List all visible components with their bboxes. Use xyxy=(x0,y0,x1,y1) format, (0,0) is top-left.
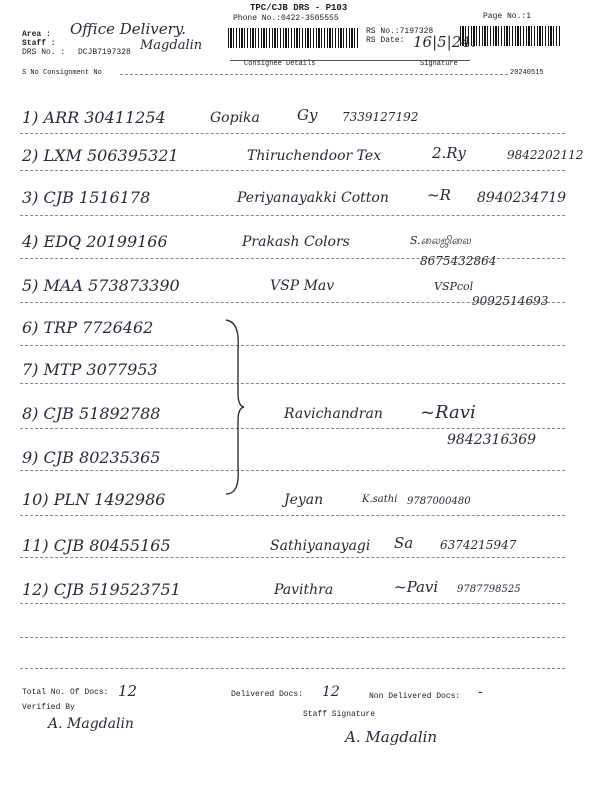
rs-number: RS No.:7197328 xyxy=(366,27,434,36)
consignee-phone: 6374215947 xyxy=(440,538,517,552)
consignee-signature: ~Pavi xyxy=(394,578,439,596)
list-item xyxy=(22,108,582,134)
consignee-signature: 2.Ry xyxy=(432,144,466,162)
non-delivered-docs-value: - xyxy=(478,684,483,700)
consignee-name: Sathiyanayagi xyxy=(270,538,371,554)
list-item xyxy=(22,448,582,474)
list-item xyxy=(22,490,582,516)
consignee-signature: VSPcol xyxy=(434,280,474,293)
consignee-signature: K.sathi xyxy=(362,494,398,505)
list-item xyxy=(22,402,582,448)
area-label: Area : xyxy=(22,30,51,39)
grouping-brace xyxy=(222,318,246,496)
barcode-left xyxy=(228,28,358,48)
verified-by-label: Verified By xyxy=(22,703,75,712)
consignment-number: 11) CJB 80455165 xyxy=(22,536,171,555)
list-item xyxy=(22,188,582,214)
consignment-number: 5) MAA 573873390 xyxy=(22,276,180,295)
consignment-number: 12) CJB 519523751 xyxy=(22,580,181,599)
staff-signature: A. Magdalin xyxy=(345,728,438,746)
consignment-number: 8) CJB 51892788 xyxy=(22,404,161,423)
consignee-name: VSP Mav xyxy=(270,278,335,294)
non-delivered-docs-label: Non Delivered Docs: xyxy=(369,692,461,701)
row-divider xyxy=(20,668,565,669)
list-item xyxy=(22,360,582,386)
list-item xyxy=(22,146,582,172)
consignee-phone: 8675432864 xyxy=(420,254,497,268)
consignee-phone: 9842202112 xyxy=(507,148,584,162)
consignment-number: 7) MTP 3077953 xyxy=(22,360,158,379)
row-divider xyxy=(20,345,565,346)
reference-date: 20240515 xyxy=(510,69,544,77)
consignee-name: Pavithra xyxy=(274,582,334,598)
consignment-number: 10) PLN 1492986 xyxy=(22,490,166,509)
delivered-docs-value: 12 xyxy=(322,684,340,700)
drs-label: DRS No. : xyxy=(22,48,66,57)
area-value: Office Delivery. xyxy=(70,20,187,38)
list-item xyxy=(22,580,582,606)
phone-number: Phone No.:0422-3505555 xyxy=(233,14,339,23)
consignee-signature: ~Ravi xyxy=(420,402,476,423)
consignee-name: Ravichandran xyxy=(284,406,383,422)
staff-label: Staff : xyxy=(22,39,56,48)
document-title: TPC/CJB DRS - P103 xyxy=(250,3,348,13)
total-docs-value: 12 xyxy=(118,682,138,700)
consignee-phone: 9787798525 xyxy=(457,584,521,595)
signature-header: Signature xyxy=(420,60,458,68)
list-item xyxy=(22,318,582,344)
consignee-name: Jeyan xyxy=(284,492,324,508)
list-item xyxy=(22,276,582,308)
row-divider xyxy=(20,215,565,216)
consignee-phone: 7339127192 xyxy=(342,110,419,124)
consignee-name: Periyanayakki Cotton xyxy=(237,190,389,206)
consignee-signature: Sa xyxy=(394,534,414,552)
consignee-name: Prakash Colors xyxy=(242,234,350,250)
consignee-signature: Gy xyxy=(297,106,318,124)
consignment-number: 3) CJB 1516178 xyxy=(22,188,151,207)
consignee-name: Gopika xyxy=(210,110,260,126)
consignment-number: 9) CJB 80235365 xyxy=(22,448,161,467)
consignee-signature: S.லைஜிலை xyxy=(410,234,471,247)
column-headers: S No Consignment No xyxy=(22,69,102,77)
consignment-number: 6) TRP 7726462 xyxy=(22,318,154,337)
staff-handwritten: Magdalin xyxy=(140,38,203,53)
staff-signature-label: Staff Signature xyxy=(303,710,376,719)
consignee-signature: ~R xyxy=(427,186,451,204)
total-docs-label: Total No. Of Docs: xyxy=(22,688,109,697)
consignment-number: 1) ARR 30411254 xyxy=(22,108,166,127)
delivered-docs-label: Delivered Docs: xyxy=(231,690,304,699)
header-divider xyxy=(230,60,470,61)
consignee-phone: 8940234719 xyxy=(477,190,567,206)
list-item xyxy=(22,536,582,562)
page-number: Page No.:1 xyxy=(483,12,532,21)
consignee-phone: 9092514693 xyxy=(472,294,549,308)
consignment-number: 4) EDQ 20199166 xyxy=(22,232,168,251)
consignee-details-header: Consignee Details xyxy=(244,60,316,68)
header-rule xyxy=(120,74,508,75)
consignee-phone: 9787000480 xyxy=(407,496,471,507)
consignee-phone: 9842316369 xyxy=(447,432,537,448)
drs-number: DCJB7197328 xyxy=(78,48,131,57)
consignment-number: 2) LXM 506395321 xyxy=(22,146,179,165)
row-divider xyxy=(20,637,565,638)
verified-by-signature: A. Magdalin xyxy=(48,716,134,732)
rs-date-label: RS Date: xyxy=(366,36,405,45)
list-item xyxy=(22,232,582,268)
rs-date-value: 16|5|24. xyxy=(413,33,476,51)
consignee-name: Thiruchendoor Tex xyxy=(247,148,382,164)
